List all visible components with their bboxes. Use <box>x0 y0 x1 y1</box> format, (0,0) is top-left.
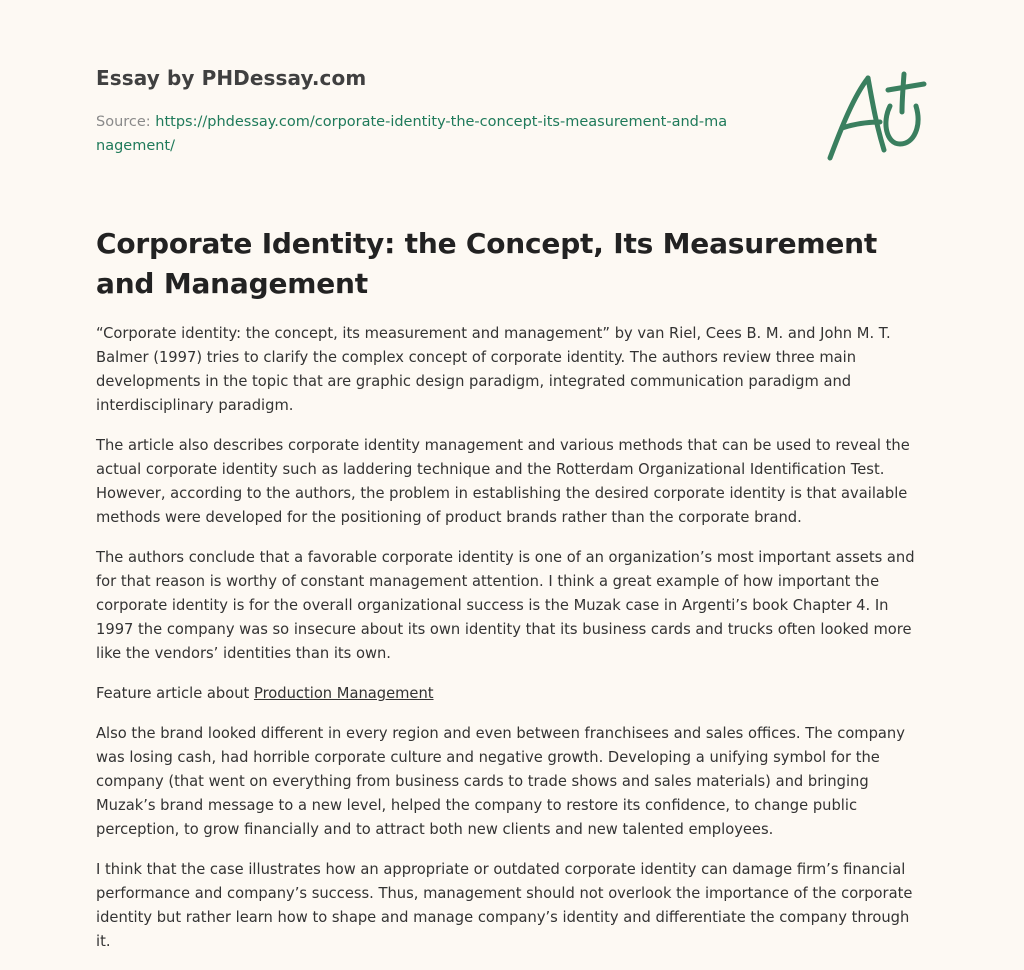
paragraph: “Corporate identity: the concept, its measurement and management” by van Riel, Cees B. M. and John M. T. Balmer (1997) tries to clarify the complex concept of corporate identity. The authors review three main developments in the topic that are graphic design paradigm, integrated communication paradigm and interdisciplinary paradigm. <box>96 325 891 414</box>
paragraph: The authors conclude that a favorable corporate identity is one of an organization’s most important assets and for that reason is worthy of constant management attention. I think a great example of how important the corporate identity is for the overall organizational success is the Muzak case in Argenti’s book Chapter 4. In 1997 the company was so insecure about its own identity that its business cards and trucks often looked more like the vendors’ identities than its own. <box>96 549 915 662</box>
source-line <box>96 110 736 158</box>
feature-article-line <box>96 682 928 706</box>
feature-article-link[interactable]: Production Management <box>253 685 434 702</box>
paragraph: I think that the case illustrates how an appropriate or outdated corporate identity can damage firm’s financial performance and company’s success. Thus, management should not overlook the importance of the corporate identity but rather learn how to shape and manage company’s identity and differentiate the company through it. <box>96 861 913 950</box>
source-link[interactable]: https://phdessay.com/corporate-identity-the-concept-its-measurement-and-management/ <box>96 114 728 154</box>
a-plus-logo-icon <box>820 66 930 166</box>
paragraph: Also the brand looked different in every region and even between franchisees and sales offices. The company was losing cash, had horrible corporate culture and negative growth. Developing a unifying symbol for the company (that went on everything from business cards to trade shows and sales materials) and bringing Muzak’s brand message to a new level, helped the company to restore its confidence, to change public perception, to grow financially and to attract both new clients and new talented employees. <box>96 725 905 838</box>
paragraph: The article also describes corporate identity management and various methods that can be used to reveal the actual corporate identity such as laddering technique and the Rotterdam Organizational Identification Test. However, according to the authors, the problem in establishing the desired corporate identity is that available methods were developed for the positioning of product brands rather than the corporate brand. <box>96 437 910 526</box>
essay-body <box>96 322 928 970</box>
source-label: Source: <box>96 114 156 130</box>
site-title: Essay by PHDessay.com <box>96 66 367 90</box>
feature-prefix: Feature article about <box>96 685 254 702</box>
essay-title: Corporate Identity: the Concept, Its Measurement and Management <box>96 227 878 300</box>
